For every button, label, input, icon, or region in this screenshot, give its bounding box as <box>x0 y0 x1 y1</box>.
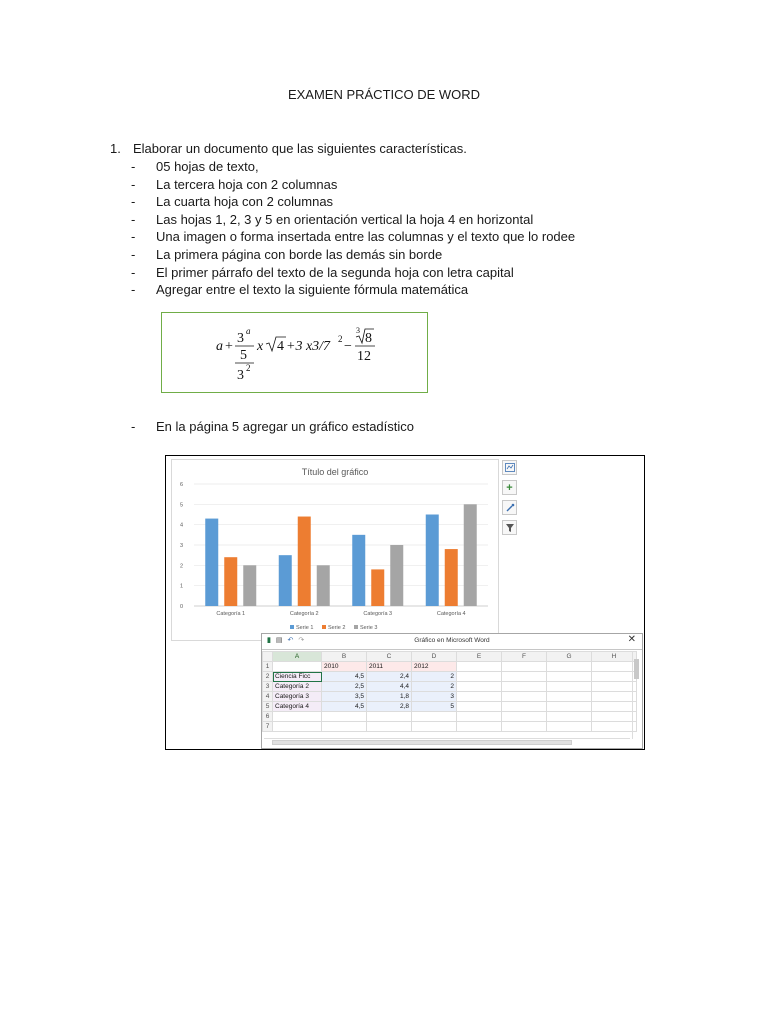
cell[interactable]: 5 <box>412 702 457 712</box>
cell[interactable]: 1,8 <box>367 692 412 702</box>
cell[interactable]: 2,8 <box>367 702 412 712</box>
row-number[interactable]: 3 <box>263 682 273 692</box>
bar <box>243 565 256 606</box>
formula-den-base: 3 <box>237 368 244 383</box>
save-icon[interactable]: ▤ <box>275 637 283 644</box>
cell[interactable]: Categoría 4 <box>273 702 322 712</box>
chart-tools <box>502 460 520 540</box>
bar <box>390 545 403 606</box>
document-title: EXAMEN PRÁCTICO DE WORD <box>287 87 481 102</box>
row-number[interactable]: 4 <box>263 692 273 702</box>
formula-frac-den: 12 <box>357 349 371 364</box>
y-tick-label: 0 <box>180 604 184 610</box>
legend-label: Serie 3 <box>360 625 378 631</box>
column-header-row <box>263 652 637 662</box>
table-row <box>263 682 637 692</box>
cell[interactable]: 2 <box>412 672 457 682</box>
bar <box>205 519 218 606</box>
formula-rest-exp: 2 <box>338 334 343 344</box>
formula-minus: − <box>344 339 352 354</box>
list-item: - Las hojas 1, 2, 3 y 5 en orientación vertical la hoja 4 en horizontal <box>131 211 534 227</box>
legend-swatch <box>290 625 294 629</box>
column-header-a[interactable]: A <box>273 652 322 662</box>
legend-label: Serie 2 <box>328 625 346 631</box>
x-tick-label: Categoría 3 <box>363 611 393 617</box>
formula-root-index: 3 <box>356 326 360 335</box>
table-row <box>263 702 637 712</box>
formula-x: x <box>257 339 264 354</box>
row-number[interactable]: 5 <box>263 702 273 712</box>
formula-root-arg: 8 <box>365 331 372 346</box>
cell[interactable]: 3,5 <box>322 692 367 702</box>
cell[interactable]: 4,5 <box>322 672 367 682</box>
bar <box>298 517 311 606</box>
table-row <box>263 692 637 702</box>
sheet-window-title: Gráfico en Microsoft Word <box>414 637 490 644</box>
y-tick-label: 2 <box>180 563 184 570</box>
chart-screenshot <box>165 455 645 750</box>
data-sheet-window <box>261 633 643 749</box>
formula-rest: +3 x3/7 <box>286 339 331 354</box>
bar <box>224 557 237 606</box>
cell[interactable]: 4,4 <box>367 682 412 692</box>
question-number: 1. <box>110 141 121 156</box>
list-item: - El primer párrafo del texto de la segunda hoja con letra capital <box>131 264 514 280</box>
cell[interactable]: 2 <box>412 682 457 692</box>
y-tick-label: 6 <box>180 482 184 488</box>
formula-num-base: 3 <box>237 331 244 346</box>
list-item: - La primera página con borde las demás sin borde <box>131 246 443 262</box>
row-number[interactable]: 2 <box>263 672 273 682</box>
filter-icon[interactable] <box>502 520 517 535</box>
legend-label: Serie 1 <box>296 625 314 631</box>
list-item: - La cuarta hoja con 2 columnas <box>131 194 334 210</box>
x-tick-label: Categoría 2 <box>289 611 319 617</box>
bar <box>426 515 439 607</box>
legend-swatch <box>354 625 358 629</box>
vertical-scrollbar[interactable] <box>632 651 640 739</box>
math-formula <box>162 313 429 394</box>
chart-title: Título del gráfico <box>301 467 369 477</box>
chart-area[interactable] <box>171 459 499 641</box>
column-header-e[interactable]: E <box>457 652 502 662</box>
redo-icon[interactable]: ↷ <box>298 637 305 644</box>
list-item: - La tercera hoja con 2 columnas <box>131 176 338 192</box>
column-header-b[interactable]: B <box>322 652 367 662</box>
formula-den-exp: 2 <box>246 363 251 373</box>
undo-icon[interactable]: ↶ <box>287 637 294 644</box>
horizontal-scrollbar[interactable] <box>264 738 630 746</box>
x-tick-label: Categoría 1 <box>216 611 246 617</box>
chart-layout-icon[interactable] <box>502 460 517 475</box>
table-row <box>263 662 637 672</box>
excel-icon[interactable]: ▮ <box>267 637 271 644</box>
question-1 <box>110 141 467 156</box>
bar <box>352 535 365 606</box>
cell[interactable]: 2,4 <box>367 672 412 682</box>
column-header-f[interactable]: F <box>502 652 547 662</box>
cell[interactable]: 3 <box>412 692 457 702</box>
scroll-thumb[interactable] <box>634 659 639 679</box>
y-tick-label: 5 <box>180 502 184 509</box>
brush-icon[interactable] <box>502 500 517 515</box>
requirements-list <box>131 158 575 299</box>
formula-sqrt-arg: 4 <box>277 339 284 354</box>
cell[interactable]: 4,5 <box>322 702 367 712</box>
close-icon[interactable]: ✕ <box>627 634 636 645</box>
cell[interactable]: Categoría 2 <box>273 682 322 692</box>
active-cell[interactable]: Ciencia Ficc <box>273 672 322 682</box>
list-item: - Una imagen o forma insertada entre las columnas y el texto que lo rodee <box>131 229 576 245</box>
cell[interactable]: 2012 <box>412 662 457 672</box>
row-number[interactable]: 1 <box>263 662 273 672</box>
formula-a: a <box>216 339 223 354</box>
sheet-titlebar <box>262 634 642 650</box>
formula-mid: 5 <box>240 348 247 363</box>
bar <box>317 565 330 606</box>
x-tick-label: Categoría 4 <box>436 611 466 617</box>
cell[interactable]: 2,5 <box>322 682 367 692</box>
cell[interactable] <box>273 662 322 672</box>
table-row <box>263 672 637 682</box>
y-tick-label: 3 <box>180 543 184 549</box>
cell[interactable]: Categoría 3 <box>273 692 322 702</box>
table-row <box>263 722 637 732</box>
column-header-g[interactable]: G <box>547 652 592 662</box>
column-header-c[interactable]: C <box>367 652 412 662</box>
column-header-d[interactable]: D <box>412 652 457 662</box>
scroll-thumb[interactable] <box>272 740 572 745</box>
bar <box>464 504 477 606</box>
bar <box>279 555 292 606</box>
list-item: - Agregar entre el texto la siguiente fórmula matemática <box>131 282 469 298</box>
table-row <box>263 712 637 722</box>
bar <box>371 569 384 606</box>
cell[interactable]: 2011 <box>367 662 412 672</box>
bar <box>445 549 458 606</box>
bar-chart <box>172 460 498 640</box>
formula-num-exp: a <box>246 326 251 336</box>
list-item-last: - En la página 5 agregar un gráfico estadístico <box>131 419 415 434</box>
legend-swatch <box>322 625 326 629</box>
formula-plus: + <box>225 339 233 354</box>
data-grid <box>262 651 637 732</box>
formula-box[interactable] <box>161 312 428 393</box>
row-number[interactable]: 7 <box>263 722 273 732</box>
y-tick-label: 4 <box>180 522 184 529</box>
cell[interactable]: 2010 <box>322 662 367 672</box>
question-text: Elaborar un documento que las siguientes características. <box>133 141 467 156</box>
plus-icon[interactable]: + <box>502 480 517 495</box>
y-tick-label: 1 <box>180 583 184 590</box>
column-header-h[interactable]: H <box>592 652 637 662</box>
list-item: - 05 hojas de texto, <box>131 159 259 174</box>
row-number[interactable]: 6 <box>263 712 273 722</box>
